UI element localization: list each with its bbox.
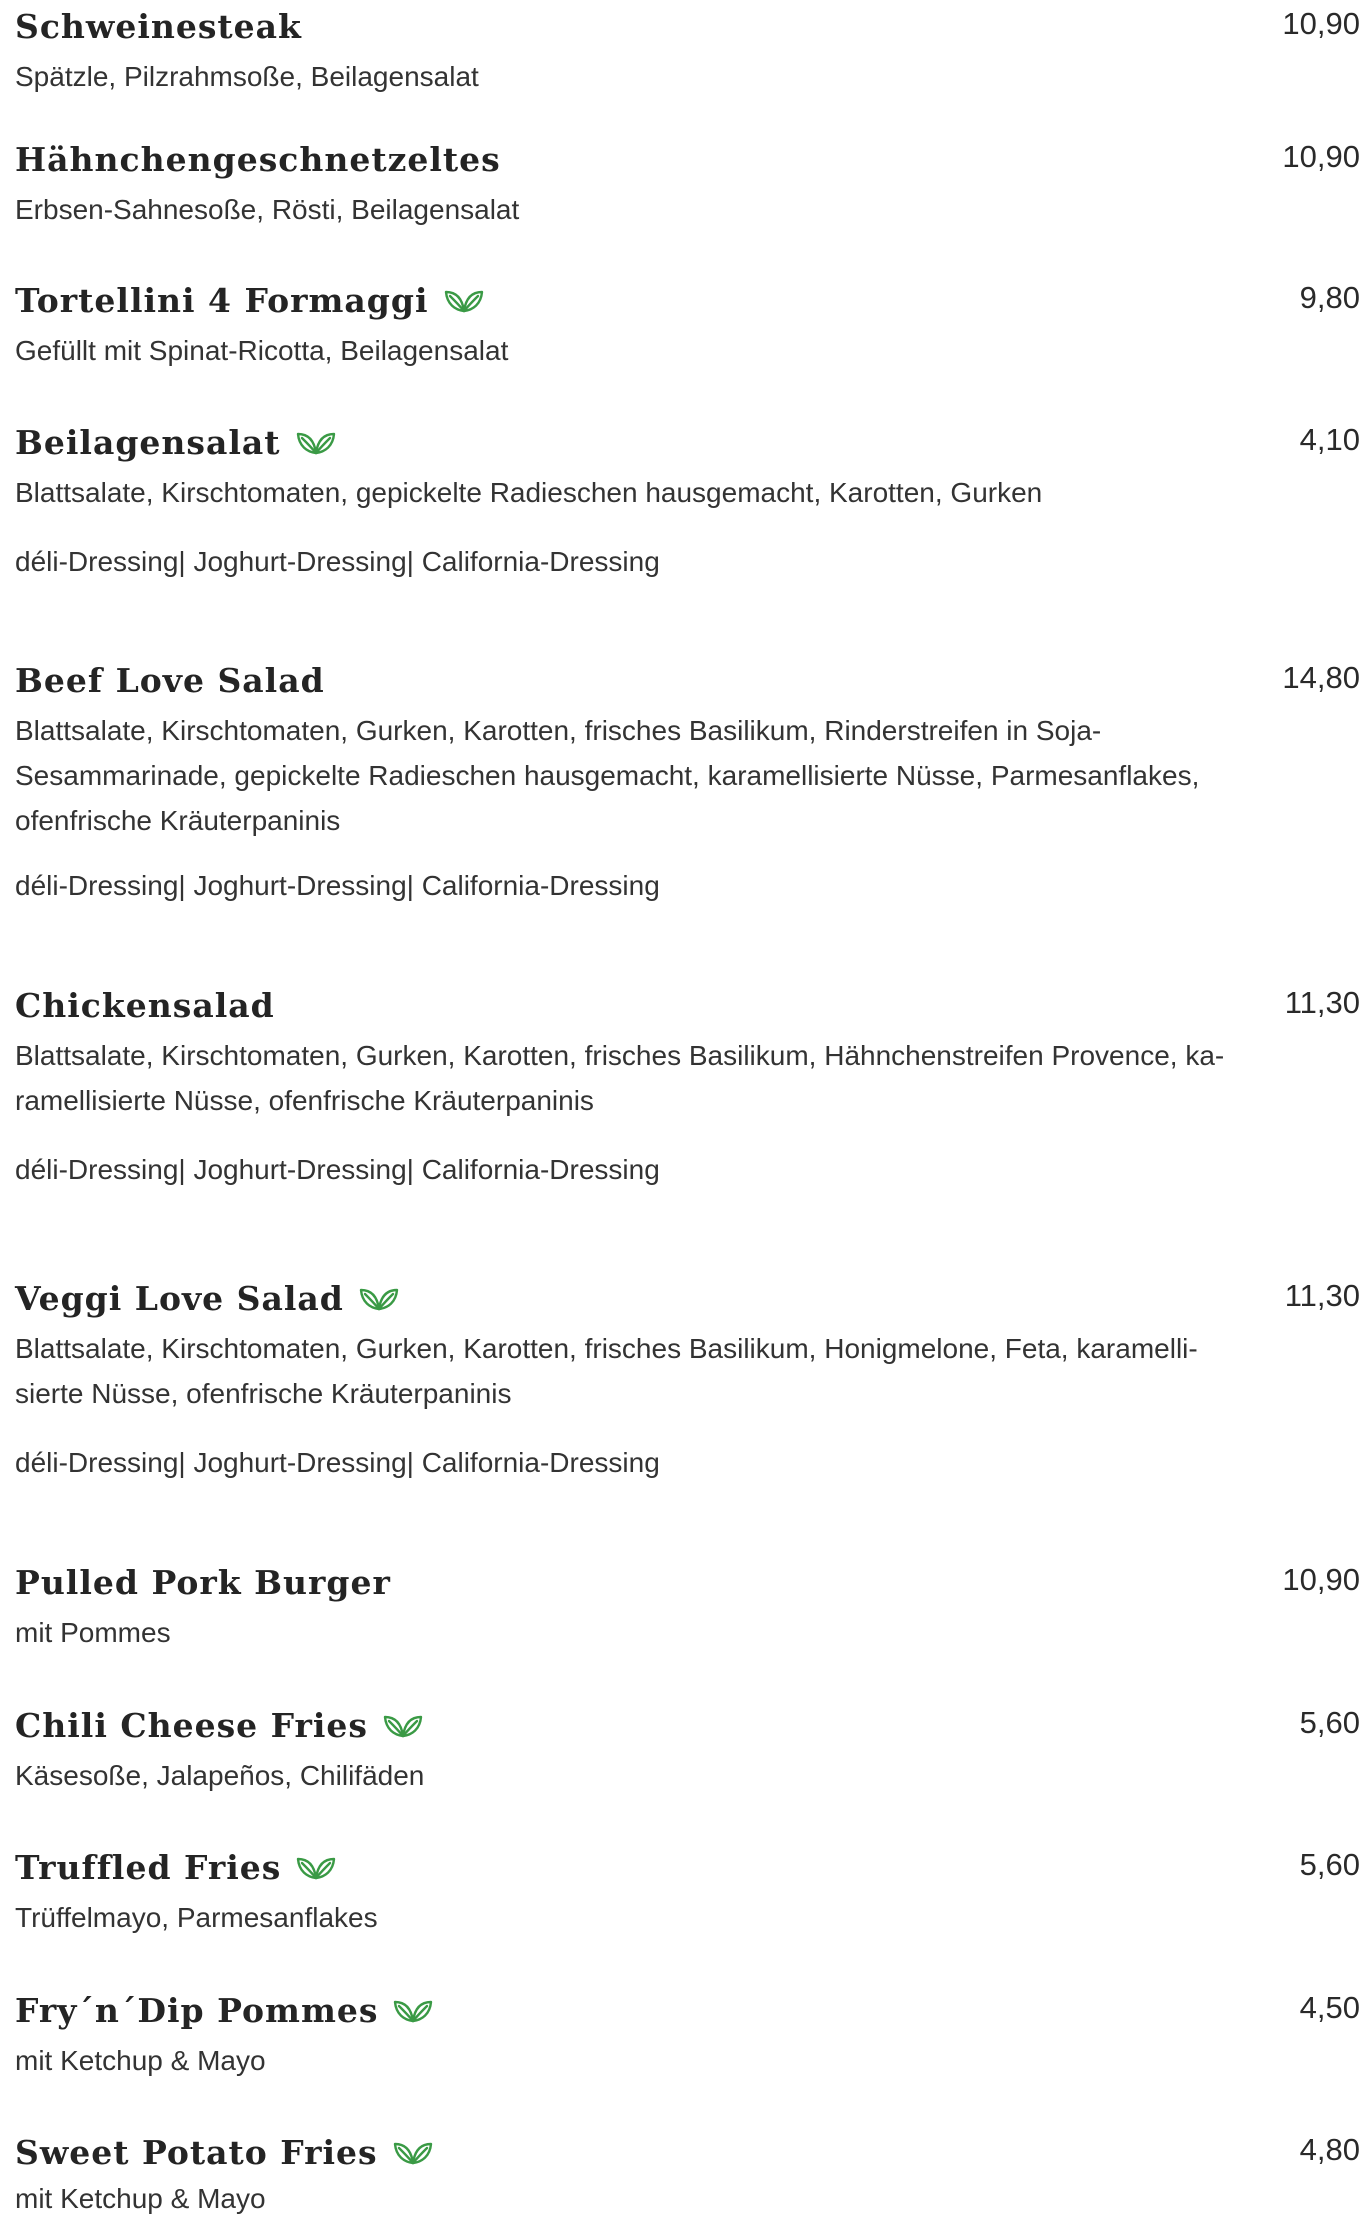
dish-price: 4,50 [1299, 1990, 1360, 2025]
description-line: Käsesoße, Jalapeños, Chilifäden [15, 1760, 425, 1791]
description-line: Blattsalate, Kirschtomaten, Gurken, Karotten, frisches Basilikum, Hähnchenstreifen Provence, ka- [15, 1040, 1225, 1071]
dish-name: Pulled Pork Burger [15, 1562, 391, 1602]
dish-description [15, 1753, 1255, 1798]
description-line: Blattsalate, Kirschtomaten, gepickelte Radieschen hausgemacht, Karotten, Gurken [15, 477, 1043, 508]
dish-name: Veggi Love Salad [15, 1278, 344, 1318]
dish-price: 9,80 [1299, 280, 1360, 315]
dressing-options: déli-Dressing| Joghurt-Dressing| California-Dressing [15, 870, 660, 901]
dish-name: Chickensalad [15, 985, 275, 1025]
dish-price: 11,30 [1284, 1278, 1360, 1313]
description-line: Blattsalate, Kirschtomaten, Gurken, Karotten, frisches Basilikum, Rinderstreifen in Soja- [15, 715, 1102, 746]
vegetarian-leaf-icon [392, 2137, 434, 2167]
description-line: mit Ketchup & Mayo [15, 2183, 266, 2214]
dish-price: 14,80 [1282, 660, 1360, 695]
dish-description [15, 470, 1255, 515]
dish-description [15, 2038, 1255, 2083]
description-line: Erbsen-Sahnesoße, Rösti, Beilagensalat [15, 194, 520, 225]
dish-name: Hähnchengeschnetzeltes [15, 139, 501, 179]
dish-description [15, 1610, 1255, 1655]
description-line: mit Pommes [15, 1617, 171, 1648]
description-line: ramellisierte Nüsse, ofenfrische Kräuterpaninis [15, 1085, 594, 1116]
description-line: mit Ketchup & Mayo [15, 2045, 266, 2076]
dish-description [15, 1326, 1255, 1416]
dish-description [15, 328, 1255, 373]
vegetarian-leaf-icon [295, 1852, 337, 1882]
dressing-options: déli-Dressing| Joghurt-Dressing| California-Dressing [15, 1154, 660, 1185]
dish-name: Chili Cheese Fries [15, 1705, 369, 1745]
dish-name: Beilagensalat [15, 422, 281, 462]
description-line: Gefüllt mit Spinat-Ricotta, Beilagensalat [15, 335, 509, 366]
description-line: Spätzle, Pilzrahmsoße, Beilagensalat [15, 61, 479, 92]
description-line: ofenfrische Kräuterpaninis [15, 805, 341, 836]
dish-description [15, 54, 1255, 99]
description-line: Trüffelmayo, Parmesanflakes [15, 1902, 378, 1933]
dish-description [15, 187, 1255, 232]
dish-price: 4,80 [1299, 2132, 1360, 2167]
dish-price: 5,60 [1299, 1705, 1360, 1740]
description-line: sierte Nüsse, ofenfrische Kräuterpaninis [15, 1378, 512, 1409]
dish-price: 10,90 [1282, 1562, 1360, 1597]
dish-description [15, 708, 1255, 843]
dish-price: 10,90 [1282, 6, 1360, 41]
dish-name: Schweinesteak [15, 6, 302, 46]
dish-price: 11,30 [1284, 985, 1360, 1020]
dish-name: Fry´n´Dip Pommes [15, 1990, 379, 2030]
dish-name: Sweet Potato Fries [15, 2132, 378, 2172]
dish-name: Beef Love Salad [15, 660, 325, 700]
vegetarian-leaf-icon [295, 427, 337, 457]
dressing-options: déli-Dressing| Joghurt-Dressing| California-Dressing [15, 546, 660, 577]
vegetarian-leaf-icon [382, 1710, 424, 1740]
vegetarian-leaf-icon [392, 1995, 434, 2025]
vegetarian-leaf-icon [358, 1283, 400, 1313]
dish-description [15, 1895, 1255, 1940]
vegetarian-leaf-icon [443, 285, 485, 315]
dish-description [15, 1033, 1255, 1123]
dish-price: 5,60 [1299, 1847, 1360, 1882]
description-line: Blattsalate, Kirschtomaten, Gurken, Karotten, frisches Basilikum, Honigmelone, Feta, karamelli- [15, 1333, 1198, 1364]
dish-price: 4,10 [1299, 422, 1360, 457]
dish-name: Tortellini 4 Formaggi [15, 280, 429, 320]
dish-description [15, 2176, 1255, 2221]
description-line: Sesammarinade, gepickelte Radieschen hausgemacht, karamellisierte Nüsse, Parmesanflakes, [15, 760, 1200, 791]
dressing-options: déli-Dressing| Joghurt-Dressing| California-Dressing [15, 1447, 660, 1478]
dish-name: Truffled Fries [15, 1847, 282, 1887]
dish-price: 10,90 [1282, 139, 1360, 174]
